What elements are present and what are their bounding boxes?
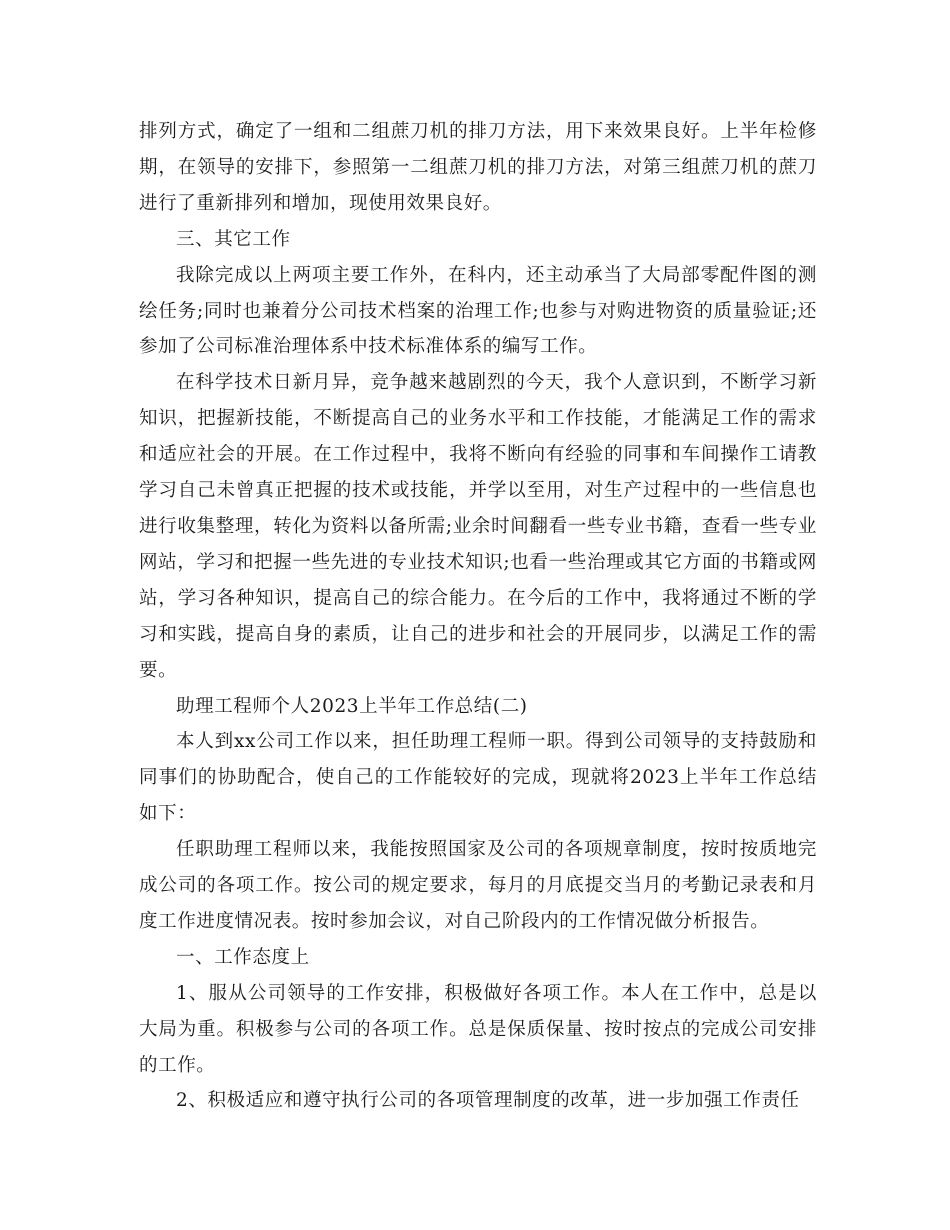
document-subtitle: 助理工程师个人2023上半年工作总结(二) (176, 695, 528, 717)
section-heading-other-work: 三、其它工作 (176, 228, 291, 250)
paragraph: 任职助理工程师以来，我能按照国家及公司的各项规章制度，按时按质地完成公司的各项工作。按公司的规定要求，每月的月底提交当月的考勤记录表和月度工作进度情况表。按时参加会议，对自己阶段内的工作情况做分析报告。 (139, 839, 817, 932)
section-heading-work-attitude: 一、工作态度上 (176, 946, 310, 968)
paragraph: 我除完成以上两项主要工作外，在科内，还主动承当了大局部零配件图的测绘任务;同时也兼着分公司技术档案的治理工作;也参与对购进物资的质量验证;还参加了公司标准治理体系中技术标准体系的编写工作。 (139, 264, 817, 358)
list-item: 1、服从公司领导的工作安排，积极做好各项工作。本人在工作中，总是以大局为重。积极参与公司的各项工作。总是保质保量、按时按点的完成公司安排的工作。 (139, 982, 817, 1076)
paragraph: 本人到xx公司工作以来，担任助理工程师一职。得到公司领导的支持鼓励和同事们的协助配合，使自己的工作能较好的完成，现就将2023上半年工作总结如下： (139, 731, 817, 825)
list-item: 2、积极适应和遵守执行公司的各项管理制度的改革，进一步加强工作责任 (176, 1090, 800, 1112)
paragraph-continued: 排列方式，确定了一组和二组蔗刀机的排刀方法，用下来效果良好。上半年检修期，在领导的安排下，参照第一二组蔗刀机的排刀方法，对第三组蔗刀机的蔗刀进行了重新排列和增加，现使用效果良好。 (139, 121, 817, 214)
document-body (139, 114, 817, 1119)
paragraph: 在科学技术日新月异，竞争越来越剧烈的今天，我个人意识到，不断学习新知识，把握新技能，不断提高自己的业务水平和工作技能，才能满足工作的需求和适应社会的开展。在工作过程中，我将不断向有经验的同事和车间操作工请教学习自己未曾真正把握的技术或技能，并学以至用，对生产过程中的一些信息也进行收集整理，转化为资料以备所需;业余时间翻看一些专业书籍，查看一些专业网站，学习和把握一些先进的专业技术知识;也看一些治理或其它方面的书籍或网站，学习各种知识，提高自己的综合能力。在今后的工作中，我将通过不断的学习和实践，提高自身的素质，让自己的进步和社会的开展同步，以满足工作的需要。 (139, 372, 817, 681)
